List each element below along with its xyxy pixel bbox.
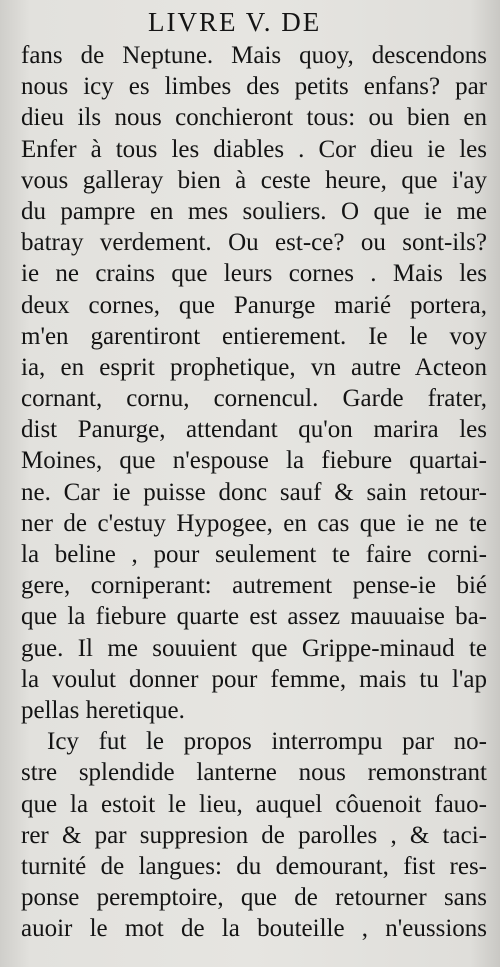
text-line: ne. Car ie puisse donc sauf & sain retour- xyxy=(21,478,487,506)
paragraph-start-line: Icy fut le propos interrompu par no- xyxy=(47,728,487,756)
text-line: gue. Il me souuient que Grippe-minaud te xyxy=(21,634,487,662)
text-line: dist Panurge, attendant qu'on marira les xyxy=(21,416,487,444)
text-line: ia, en esprit prophetique, vn autre Acteon xyxy=(21,353,487,381)
body-text xyxy=(21,40,491,943)
text-line: la beline , pour seulement te faire corni- xyxy=(21,541,487,568)
text-line: ponse peremptoire, que de retourner sans xyxy=(21,884,487,912)
text-line: deux cornes, que Panurge marié portera, xyxy=(21,291,487,319)
text-line: la voulut donner pour femme, mais tu l'ap xyxy=(21,665,487,693)
text-line: ner de c'estuy Hypogee, en cas que ie ne te xyxy=(21,509,487,537)
text-line: fans de Neptune. Mais quoy, descendons xyxy=(21,42,487,69)
text-line: batray verdement. Ou est-ce? ou sont-ils? xyxy=(21,229,487,257)
page-header xyxy=(0,4,500,40)
bottom-margin xyxy=(0,900,500,967)
text-line: gere, corniperant: autrement pense-ie bié xyxy=(21,572,487,600)
text-line: que la fiebure quarte est assez mauuaise ba- xyxy=(21,603,487,631)
text-line: Moines, que n'espouse la fiebure quartai- xyxy=(21,447,487,475)
text-line: m'en garentiront entierement. Ie le voy xyxy=(21,322,487,350)
text-line: Enfer à tous les diables . Cor dieu ie les xyxy=(21,135,487,163)
paragraph-end-line: pellas heretique. xyxy=(21,696,185,724)
text-line: rer & par suppresion de parolles , & taci- xyxy=(21,821,487,849)
text-line: du pampre en mes souliers. O que ie me xyxy=(21,197,487,225)
text-line: cornant, cornu, cornencul. Garde frater, xyxy=(21,385,487,413)
text-line: nous icy es limbes des petits enfans? par xyxy=(21,73,487,101)
text-line: vous galleray bien à ceste heure, que i'ay xyxy=(21,166,487,194)
running-head: LIVRE V. DE xyxy=(148,7,322,37)
text-line: que la estoit le lieu, auquel côuenoit fauo- xyxy=(21,790,487,818)
text-line: turnité de langues: du demourant, fist res- xyxy=(21,852,487,880)
text-line: ie ne crains que leurs cornes . Mais les xyxy=(21,260,487,288)
text-line: dieu ils nous conchieront tous: ou bien en xyxy=(21,104,487,132)
text-line: stre splendide lanterne nous remonstrant xyxy=(21,759,487,787)
text-line: auoir le mot de la bouteille , n'eussions xyxy=(21,915,487,943)
